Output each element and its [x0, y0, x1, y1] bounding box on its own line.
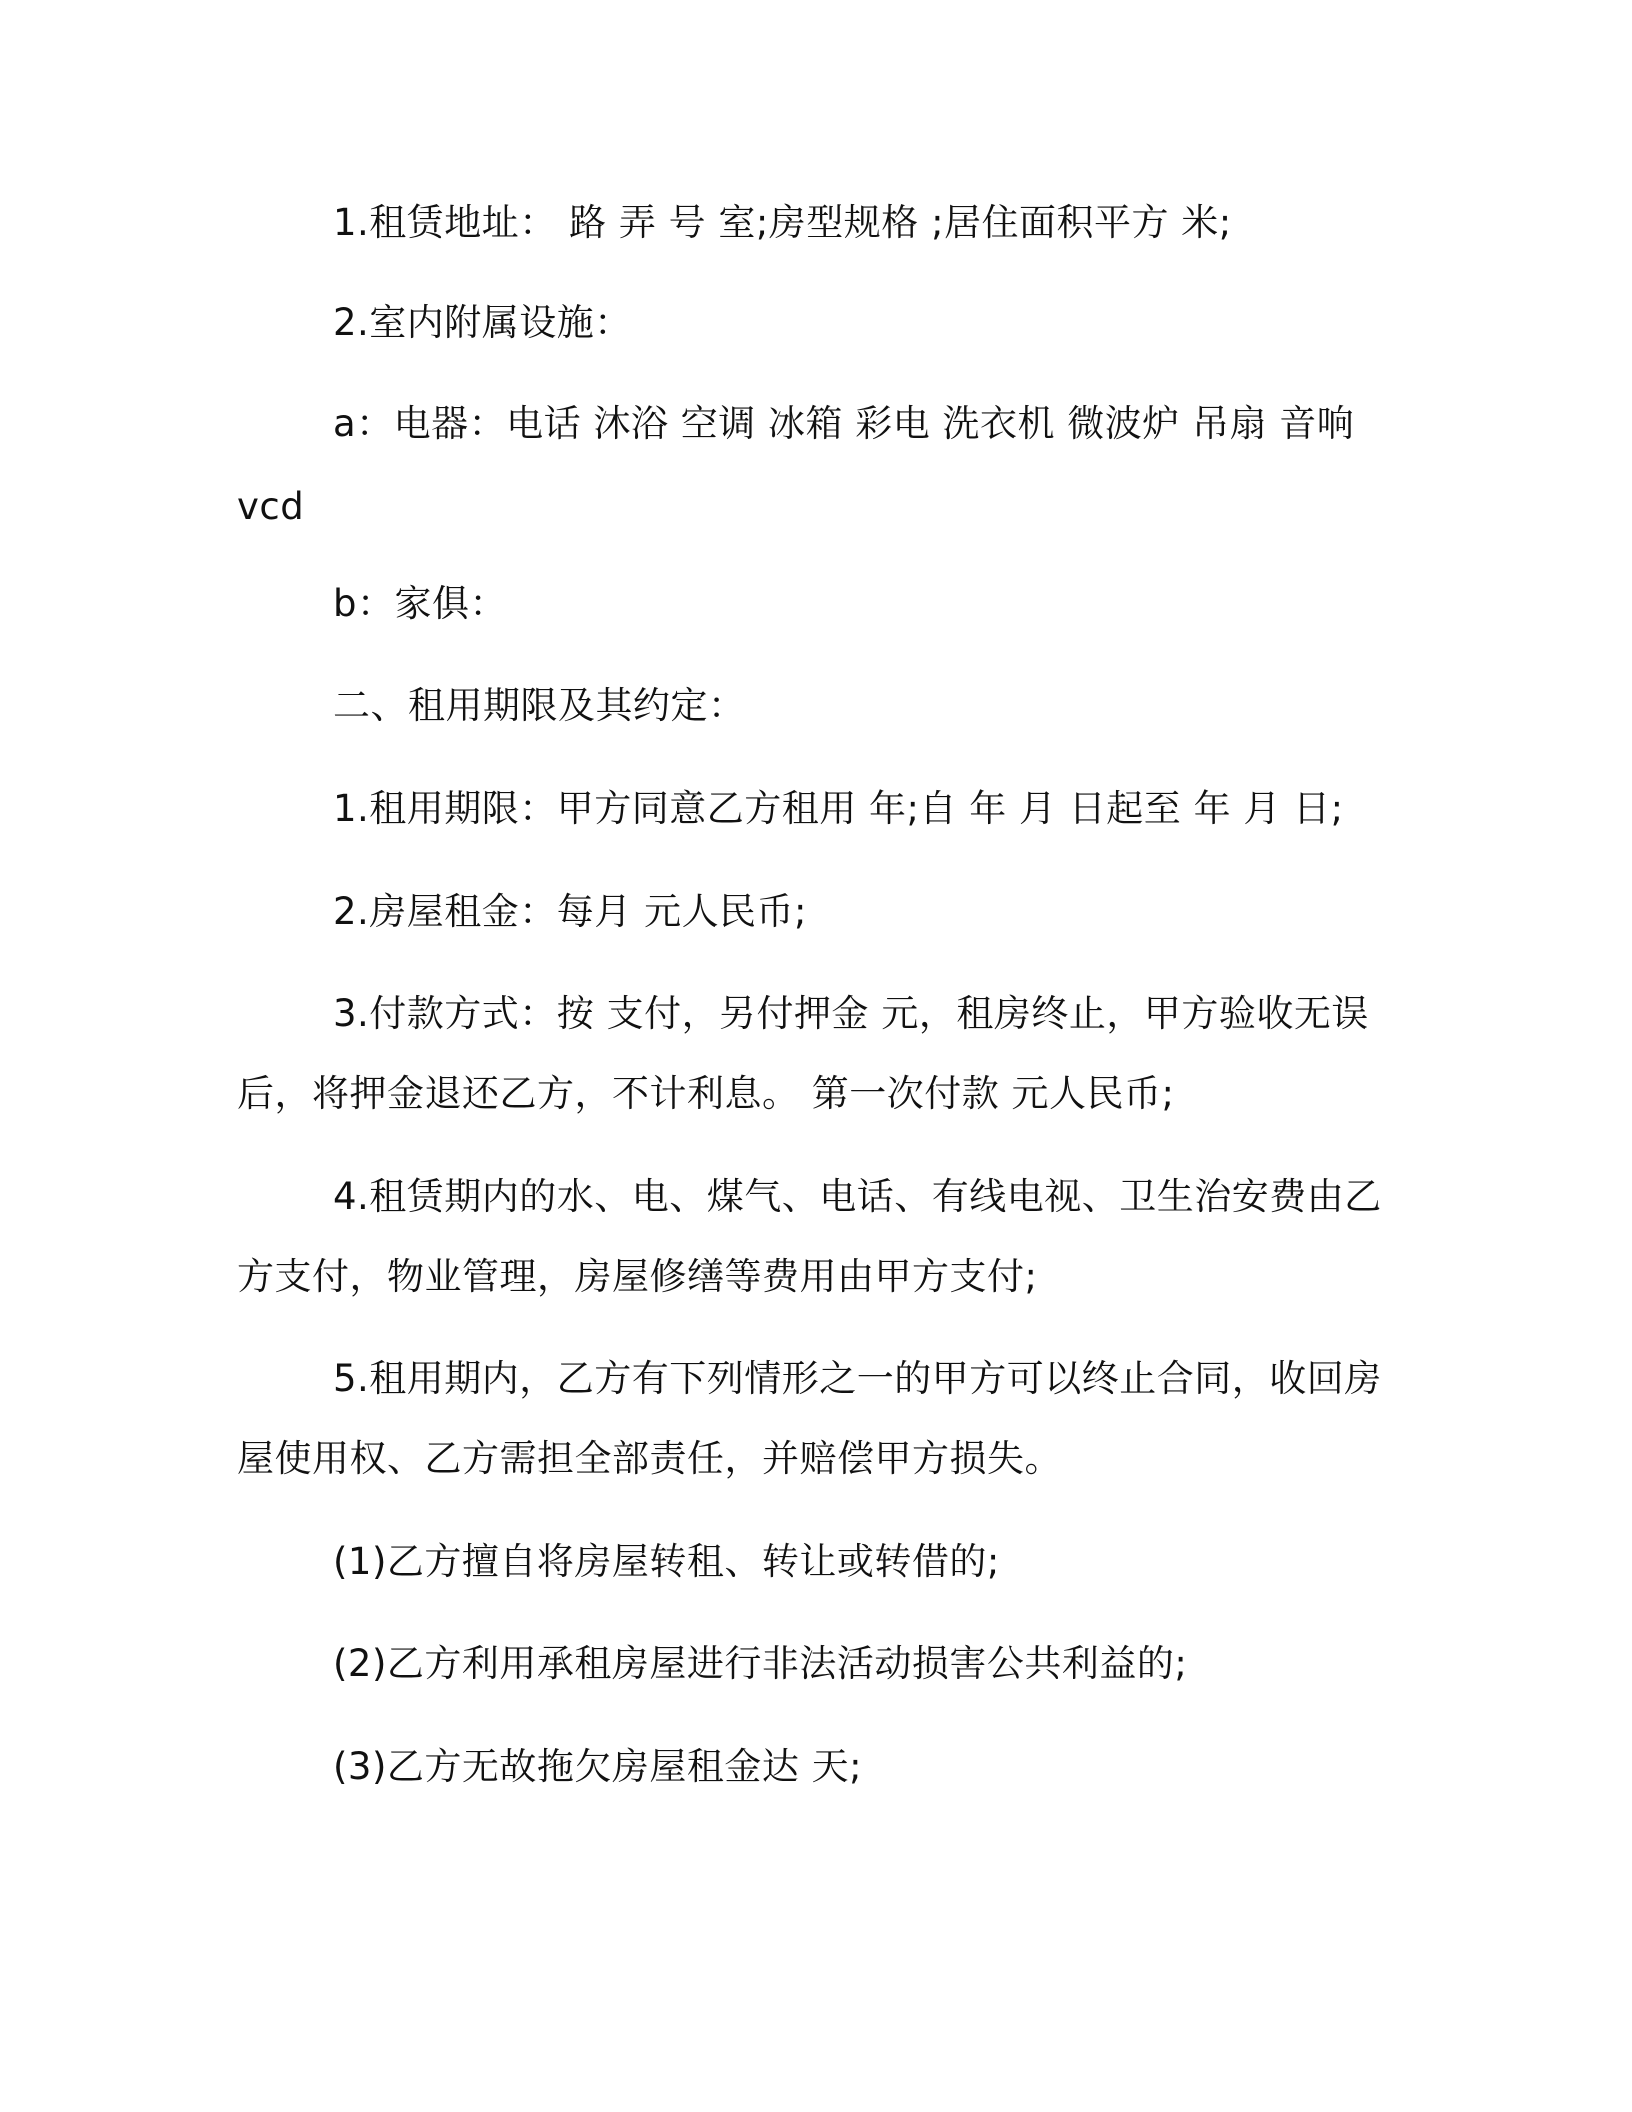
clause-rent: 2.房屋租金：每月 元人民币; — [333, 890, 808, 933]
section-heading-lease-term: 二、租用期限及其约定： — [333, 684, 746, 727]
clause-address: 1.租赁地址： 路 弄 号 室;房型规格 ;居住面积平方 米; — [333, 201, 1232, 244]
clause-furniture: b：家俱： — [333, 582, 507, 625]
list-item-rent-arrears: (3)乙方无故拖欠房屋租金达 天; — [333, 1745, 863, 1788]
clause-termination: 5.租用期内，乙方有下列情形之一的甲方可以终止合同，收回房 — [333, 1357, 1382, 1400]
clause-utilities: 4.租赁期内的水、电、煤气、电话、有线电视、卫生治安费由乙 — [333, 1175, 1382, 1218]
clause-facilities-heading: 2.室内附属设施： — [333, 301, 632, 344]
clause-payment-method: 3.付款方式：按 支付，另付押金 元，租房终止，甲方验收无误 — [333, 992, 1369, 1035]
clause-appliances-continued: vcd — [237, 485, 305, 528]
list-item-sublet: (1)乙方擅自将房屋转租、转让或转借的; — [333, 1540, 1000, 1583]
clause-utilities-continued: 方支付，物业管理，房屋修缮等费用由甲方支付; — [237, 1255, 1038, 1298]
clause-lease-term: 1.租用期限：甲方同意乙方租用 年;自 年 月 日起至 年 月 日; — [333, 787, 1344, 830]
clause-appliances: a：电器：电话 沐浴 空调 冰箱 彩电 洗衣机 微波炉 吊扇 音响 — [333, 402, 1355, 445]
clause-payment-method-continued: 后，将押金退还乙方，不计利息。 第一次付款 元人民币; — [237, 1072, 1175, 1115]
list-item-illegal-activity: (2)乙方利用承租房屋进行非法活动损害公共利益的; — [333, 1642, 1188, 1685]
clause-termination-continued: 屋使用权、乙方需担全部责任，并赔偿甲方损失。 — [237, 1437, 1062, 1480]
